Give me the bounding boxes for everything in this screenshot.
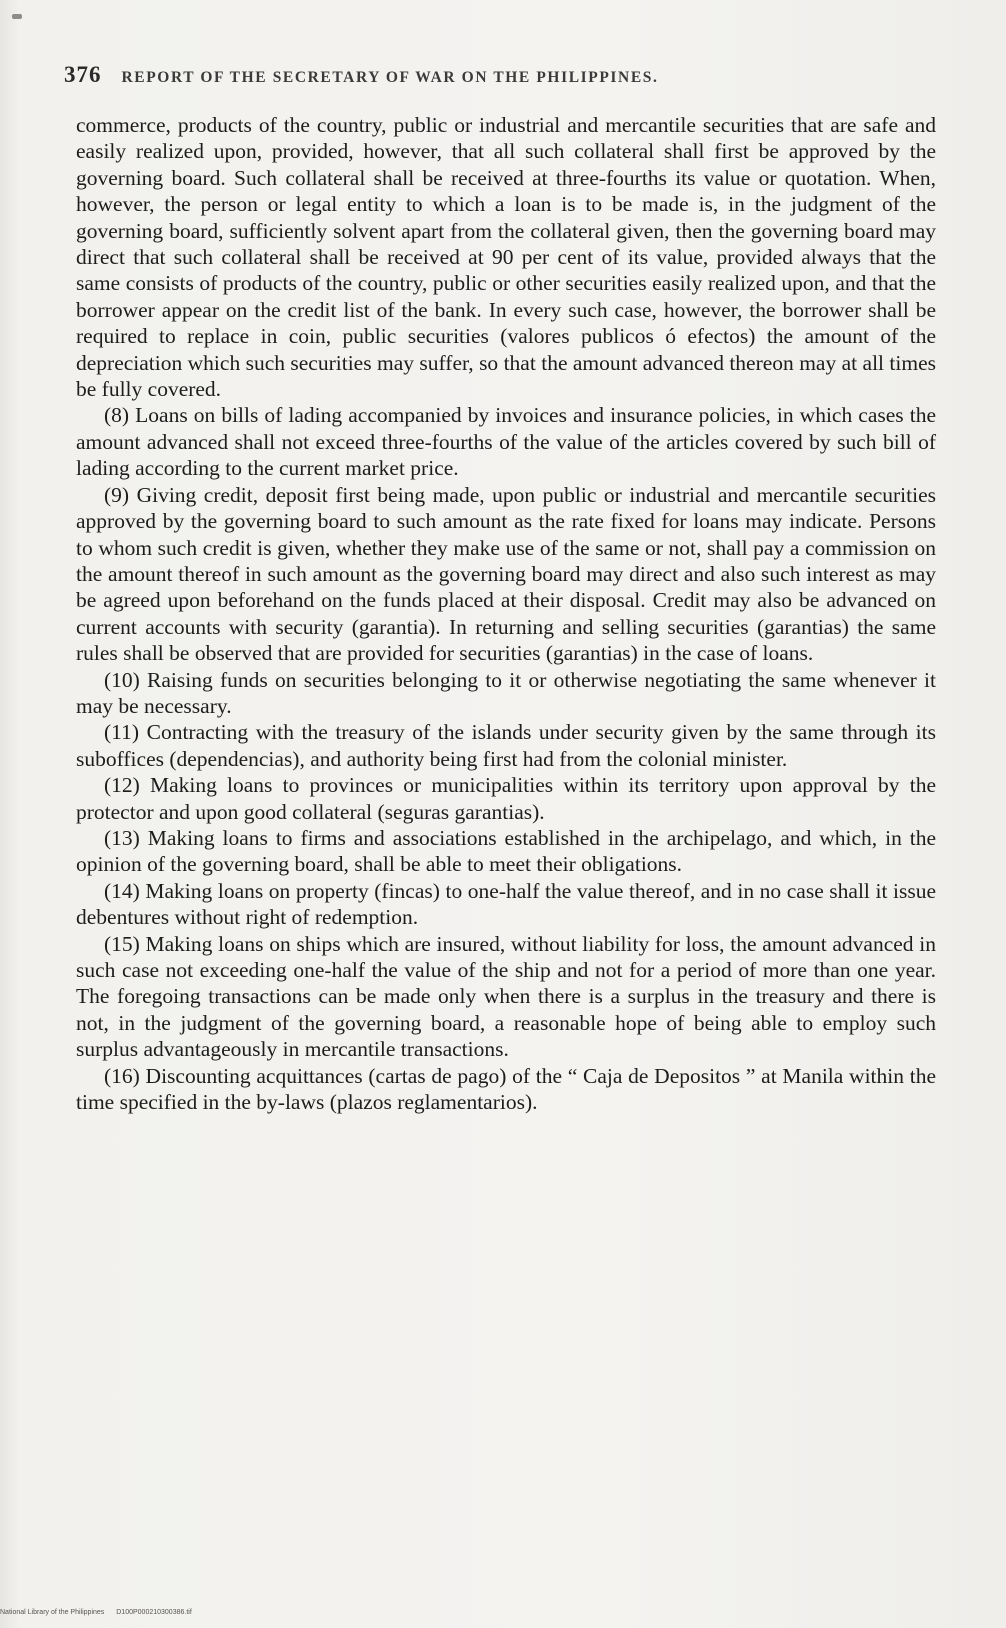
footer-record-id: D100P000210300386.tif <box>116 1609 192 1616</box>
paragraph-item-11: (11) Contracting with the treasury of the islands under security given by the same through its suboffices (dependencias), and authority being first had from the colonial minister. <box>76 720 936 771</box>
page-number: 376 <box>64 62 102 87</box>
footer-library: National Library of the Philippines <box>0 1609 105 1616</box>
scan-edge-mark <box>12 14 22 19</box>
paragraph-item-8: (8) Loans on bills of lading accompanied by invoices and insurance policies, in which cases the amount advanced shall not exceed three-fourths of the value of the articles covered by such bill of lading according to the current market price. <box>76 403 936 481</box>
paragraph-item-15: (15) Making loans on ships which are insured, without liability for loss, the amount advanced in such case not exceeding one-half the value of the ship and not for a period of more than one year. The foregoing transactions can be made only when there is a surplus in the treasury and there is not, in the judgment of the governing board, a reasonable hope of being able to employ such surplus advantageously in mercantile transactions. <box>76 931 936 1062</box>
paragraph-item-16: (16) Discounting acquittances (cartas de pago) of the “ Caja de Depositos ” at Manila within the time specified in the by-laws (plazos reglamentarios). <box>76 1063 936 1115</box>
paragraph-continuation: commerce, products of the country, public or industrial and mercantile securities that are safe and easily realized upon, provided, however, that all such collateral shall first be approved by the governing board. Such collateral shall be received at three-fourths its value or quotation. When, however, the person or legal entity to which a loan is to be made is, in the judgment of the governing board, sufficiently solvent apart from the collateral given, then the governing board may direct that such collateral shall be received at 90 per cent of its value, provided always that the same consists of products of the country, public or other securities easily realized upon, and that the borrower appear on the credit list of the bank. In every such case, however, the borrower shall be required to replace in coin, public securities (valores publicos ó efectos) the amount of the depreciation which such securities may suffer, so that the amount advanced thereon may at all times be fully covered. <box>76 113 936 402</box>
paragraph-item-10: (10) Raising funds on securities belonging to it or otherwise negotiating the same whenever it may be necessary. <box>76 667 936 718</box>
paragraph-item-9: (9) Giving credit, deposit first being made, upon public or industrial and mercantile securities approved by the governing board to such amount as the rate fixed for loans may indicate. Persons to whom such credit is given, whether they make use of the same or not, shall pay a commission on the amount thereof in such amount as the governing board may direct and also such interest as may be agreed upon beforehand on the funds placed at their disposal. Credit may also be advanced on current accounts with security (garantia). In returning and selling securities (garantias) the same rules shall be observed that are provided for securities (garantias) in the case of loans. <box>76 482 936 666</box>
body-text <box>76 112 936 1115</box>
scan-footer <box>0 1609 192 1616</box>
running-title: REPORT OF THE SECRETARY OF WAR ON THE PHILIPPINES. <box>121 69 659 86</box>
paragraph-item-12: (12) Making loans to provinces or municipalities within its territory upon approval by the protector and upon good collateral (seguras garantias). <box>76 773 936 824</box>
page-header <box>64 62 944 92</box>
paragraph-item-13: (13) Making loans to firms and associations established in the archipelago, and which, in the opinion of the governing board, shall be able to meet their obligations. <box>76 825 936 877</box>
paragraph-item-14: (14) Making loans on property (fincas) to one-half the value thereof, and in no case shall it issue debentures without right of redemption. <box>76 878 936 930</box>
